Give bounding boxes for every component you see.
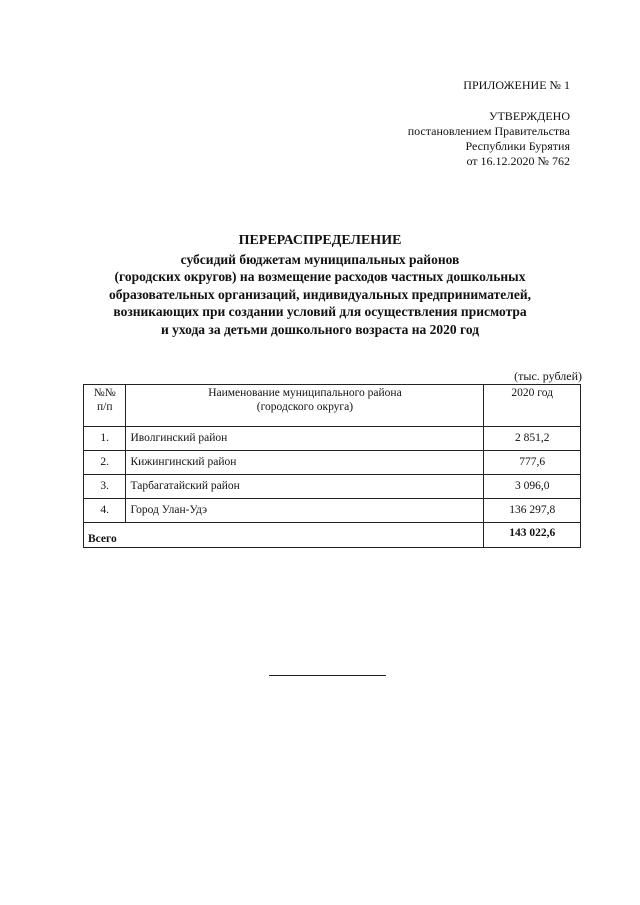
row-number: 3. (84, 475, 126, 499)
header-name-line-2: (городского округа) (256, 401, 354, 413)
total-row (84, 523, 581, 548)
header-number-line-1: №№ (93, 387, 116, 399)
header-name (126, 385, 484, 427)
table-header-row (84, 385, 581, 427)
row-name: Иволгинский район (126, 427, 484, 451)
title-main: ПЕРЕРАСПРЕДЕЛЕНИЕ (238, 233, 402, 248)
units-label: (тыс. рублей) (514, 369, 582, 383)
header-year (484, 385, 581, 427)
row-name: Тарбагатайский район (126, 475, 484, 499)
row-number: 1. (84, 427, 126, 451)
title-line-4: возникающих при создании условий для осуществления присмотра (113, 304, 527, 319)
table-row (84, 499, 581, 523)
approval-header (408, 78, 570, 169)
title-line-3: образовательных организаций, индивидуальных предпринимателей, (108, 286, 531, 302)
row-number: 4. (84, 499, 126, 523)
title-line-5: и ухода за детьми дошкольного возраста на 2020 год (160, 321, 480, 337)
table-row (84, 475, 581, 499)
annex-label: ПРИЛОЖЕНИЕ № 1 (463, 78, 570, 92)
title-line-2: (городских округов) на возмещение расходов частных дошкольных (114, 269, 526, 284)
approved-label: УТВЕРЖДЕНО (488, 109, 570, 123)
distribution-table (83, 384, 581, 548)
row-name: Кижингинский район (126, 451, 484, 475)
approval-line-2: Республики Бурятия (465, 139, 570, 153)
row-value: 136 297,8 (484, 499, 581, 523)
row-value: 777,6 (484, 451, 581, 475)
header-name-line-1: Наименование муниципального района (208, 387, 402, 399)
row-value: 2 851,2 (484, 427, 581, 451)
approval-line-3: от 16.12.2020 № 762 (466, 154, 570, 168)
footer-divider (269, 675, 386, 676)
total-label: Всего (84, 523, 484, 548)
row-number: 2. (84, 451, 126, 475)
row-name: Город Улан-Удэ (126, 499, 484, 523)
total-value: 143 022,6 (484, 523, 581, 548)
header-number-line-2: п/п (96, 401, 113, 413)
row-value: 3 096,0 (484, 475, 581, 499)
approval-line-1: постановлением Правительства (407, 124, 570, 138)
table-row (84, 451, 581, 475)
title-line-1: субсидий бюджетам муниципальных районов (180, 251, 460, 267)
header-number (84, 385, 126, 427)
header-year-label: 2020 год (511, 387, 553, 399)
document-title (0, 232, 640, 338)
table-row (84, 427, 581, 451)
